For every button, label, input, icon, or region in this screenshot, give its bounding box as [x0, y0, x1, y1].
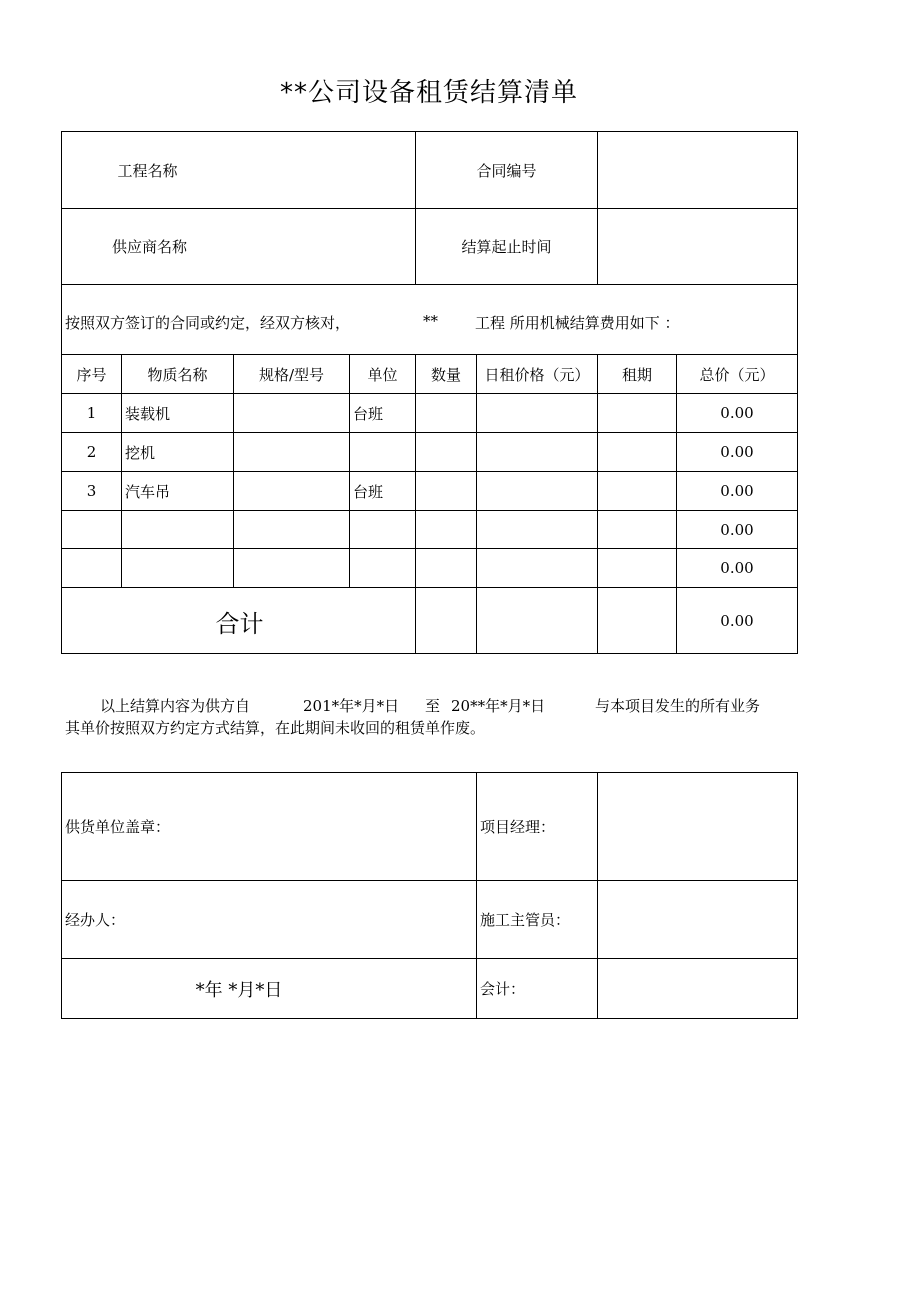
settlement-period-label-cell	[415, 208, 598, 285]
contract-no-label-cell	[415, 131, 598, 209]
table-row-period[interactable]	[597, 510, 677, 549]
intro-row	[61, 284, 798, 355]
supplier-name-label: 供应商名称	[111, 238, 187, 256]
table-row-price[interactable]	[476, 510, 598, 549]
table-row-qty[interactable]	[415, 432, 477, 472]
statement-text-2: 与本项目发生的所有业务	[595, 697, 761, 715]
intro-text-1: 按照双方签订的合同或约定，经双方核对，	[65, 314, 351, 332]
table-row-name[interactable]: 汽车吊	[121, 471, 234, 511]
construction-supervisor-signature[interactable]	[597, 880, 798, 959]
table-row-no	[61, 548, 122, 588]
table-row-qty[interactable]	[415, 393, 477, 433]
contract-no-label: 合同编号	[476, 161, 537, 180]
project-manager-signature[interactable]	[597, 772, 798, 881]
table-row-unit[interactable]	[349, 548, 416, 588]
statement-text-1: 以上结算内容为供方自	[100, 697, 251, 715]
table-row-price[interactable]	[476, 471, 598, 511]
col-header-period: 租期	[597, 354, 677, 394]
col-header-name: 物质名称	[121, 354, 234, 394]
statement-text-to: 至	[425, 697, 441, 715]
accountant-label: 会计：	[480, 980, 526, 998]
table-row-spec[interactable]	[233, 432, 350, 472]
total-price-cell	[476, 587, 598, 654]
table-row-unit[interactable]: 台班	[349, 471, 416, 511]
project-name-label: 工程名称	[117, 161, 178, 180]
grand-total-value: 0.00	[676, 587, 798, 654]
project-manager-cell	[476, 772, 598, 881]
table-row-name[interactable]: 装载机	[121, 393, 234, 433]
date-cell	[61, 958, 477, 1019]
table-row-spec[interactable]	[233, 393, 350, 433]
table-row-no	[61, 510, 122, 549]
table-row-spec[interactable]	[233, 471, 350, 511]
table-row-price[interactable]	[476, 432, 598, 472]
table-row-unit[interactable]: 台班	[349, 393, 416, 433]
statement-end-date: 20**年*月*日	[451, 697, 546, 715]
table-row-price[interactable]	[476, 548, 598, 588]
project-name-label-cell	[61, 131, 416, 209]
table-row-total: 0.00	[676, 548, 798, 588]
supplier-seal-cell[interactable]	[61, 772, 477, 881]
page-title: **公司设备租赁结算清单	[279, 78, 578, 108]
signature-date: *年 *月*日	[195, 979, 283, 1001]
construction-supervisor-cell	[476, 880, 598, 959]
table-row-period[interactable]	[597, 548, 677, 588]
table-row-period[interactable]	[597, 432, 677, 472]
table-row-no: 3	[61, 471, 122, 511]
handler-label: 经办人：	[65, 911, 126, 929]
table-row-unit[interactable]	[349, 432, 416, 472]
col-header-price: 日租价格（元）	[476, 354, 598, 394]
total-period-cell	[597, 587, 677, 654]
total-label: 合计	[215, 610, 264, 638]
supplier-seal-label: 供货单位盖章：	[65, 818, 171, 836]
handler-cell[interactable]	[61, 880, 477, 959]
project-manager-label: 项目经理：	[480, 818, 556, 836]
table-row-no: 1	[61, 393, 122, 433]
total-qty-cell	[415, 587, 477, 654]
supplier-name-label-cell	[61, 208, 416, 285]
total-label-cell	[61, 587, 416, 654]
table-row-total: 0.00	[676, 510, 798, 549]
table-row-total: 0.00	[676, 432, 798, 472]
table-row-unit[interactable]	[349, 510, 416, 549]
statement-text-line2: 其单价按照双方约定方式结算，在此期间未收回的租赁单作废。	[65, 719, 486, 737]
statement-start-date: 201*年*月*日	[303, 697, 400, 715]
table-row-total: 0.00	[676, 471, 798, 511]
table-row-total: 0.00	[676, 393, 798, 433]
settlement-period-label: 结算起止时间	[461, 238, 552, 256]
table-row-name[interactable]: 挖机	[121, 432, 234, 472]
table-row-qty[interactable]	[415, 548, 477, 588]
contract-no-value[interactable]	[597, 131, 798, 209]
table-row-name[interactable]	[121, 510, 234, 549]
table-row-name[interactable]	[121, 548, 234, 588]
col-header-no: 序号	[61, 354, 122, 394]
col-header-unit: 单位	[349, 354, 416, 394]
col-header-qty: 数量	[415, 354, 477, 394]
intro-text-3: 工程 所用机械结算费用如下 ：	[475, 314, 680, 332]
table-row-period[interactable]	[597, 471, 677, 511]
col-header-total: 总价（元）	[676, 354, 798, 394]
table-row-qty[interactable]	[415, 510, 477, 549]
intro-text-2: **	[423, 312, 438, 330]
settlement-period-value[interactable]	[597, 208, 798, 285]
table-row-spec[interactable]	[233, 548, 350, 588]
table-row-no: 2	[61, 432, 122, 472]
accountant-signature[interactable]	[597, 958, 798, 1019]
col-header-spec: 规格/型号	[233, 354, 350, 394]
table-row-qty[interactable]	[415, 471, 477, 511]
table-row-price[interactable]	[476, 393, 598, 433]
table-row-spec[interactable]	[233, 510, 350, 549]
table-row-period[interactable]	[597, 393, 677, 433]
construction-supervisor-label: 施工主管员：	[480, 911, 571, 929]
accountant-cell	[476, 958, 598, 1019]
